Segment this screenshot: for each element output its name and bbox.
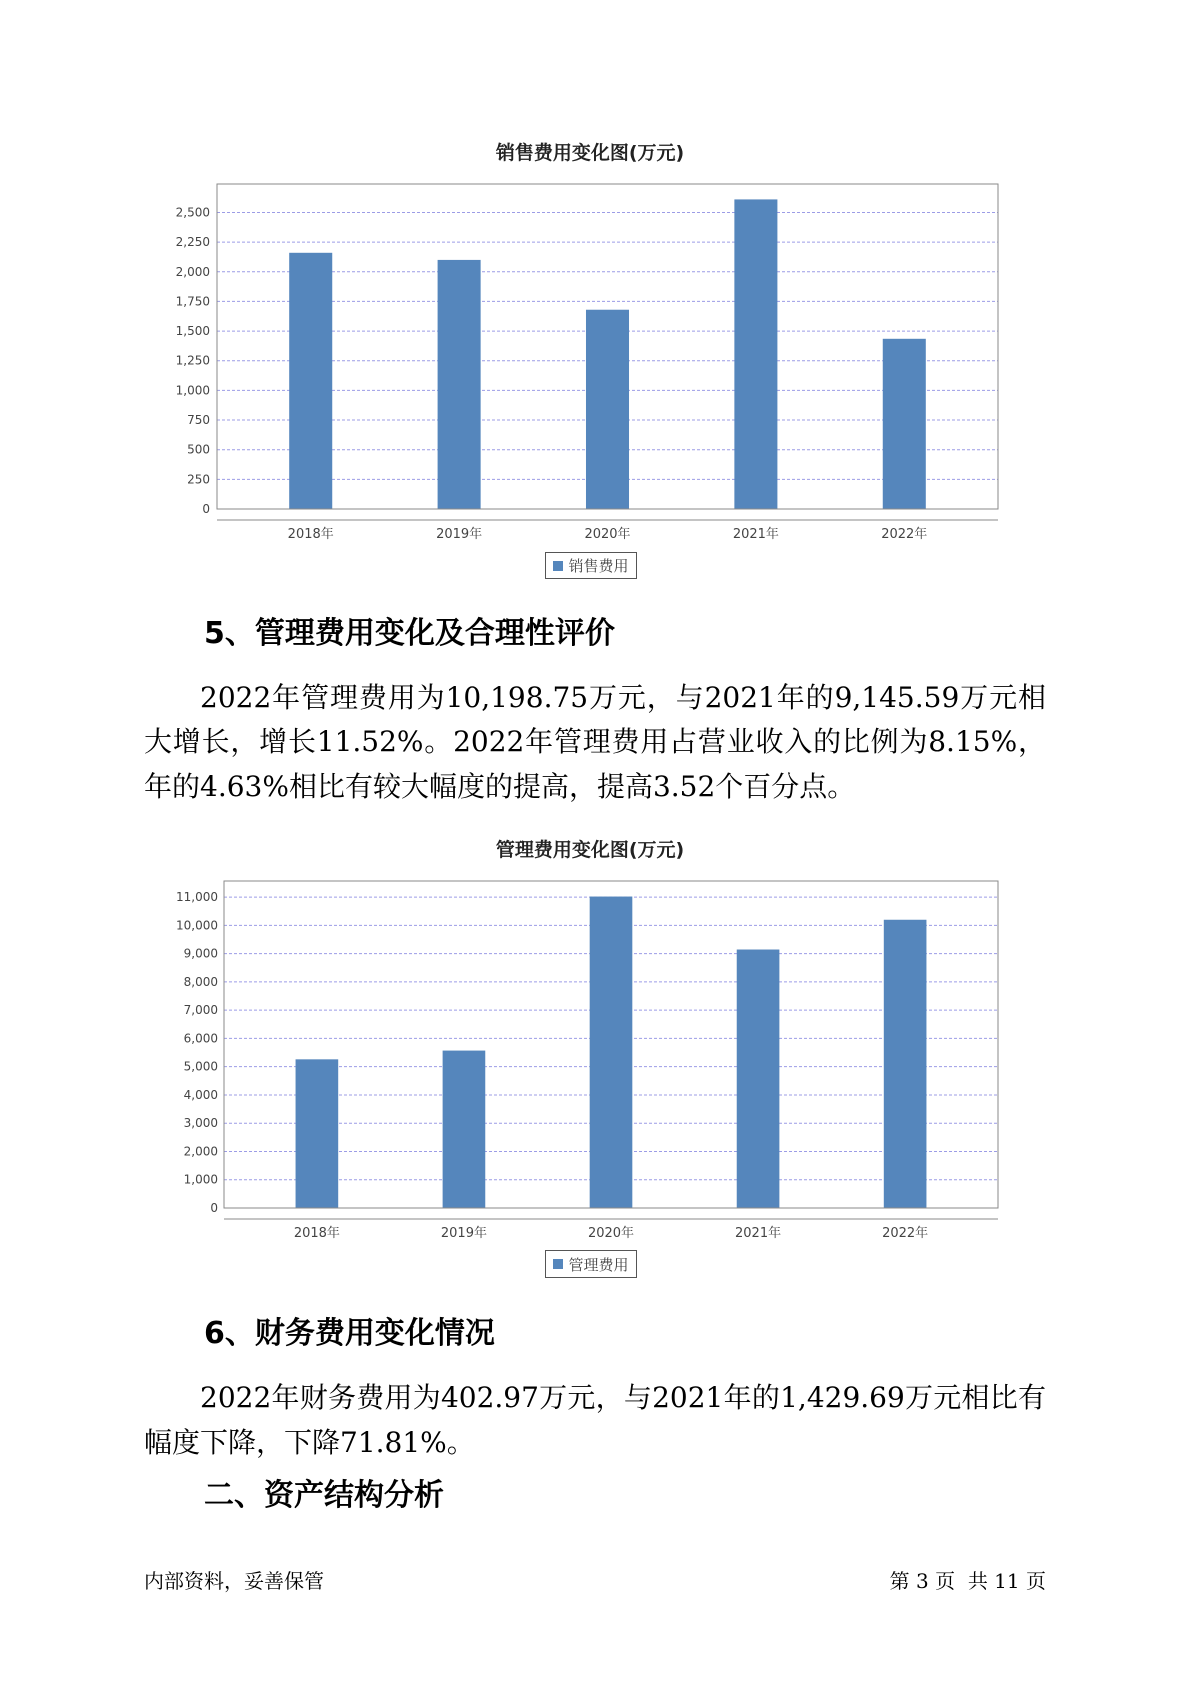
- y-tick-label: 1,750: [175, 294, 210, 309]
- paragraph-line: 幅度下降，下降71.81%。: [144, 1426, 475, 1459]
- x-tick-label: 2021年: [735, 1226, 782, 1241]
- bar-2020: [590, 897, 633, 1208]
- x-tick-label: 2022年: [882, 1226, 929, 1241]
- bar-2021: [737, 950, 780, 1208]
- management-expense-bar-plot: [150, 872, 1010, 1244]
- legend-label: 销售费用: [568, 557, 629, 575]
- y-tick-label: 4,000: [183, 1087, 218, 1102]
- y-tick-label: 8,000: [183, 974, 218, 989]
- footer-page-number: 第 3 页 共 11 页: [889, 1569, 1046, 1593]
- bar-2022: [883, 339, 926, 509]
- legend-swatch: [553, 1259, 563, 1269]
- section-heading-asset-structure: 二、资产结构分析: [204, 1478, 444, 1513]
- chart-legend: [545, 1250, 637, 1278]
- legend-swatch: [553, 561, 563, 571]
- y-tick-label: 1,250: [175, 353, 210, 368]
- y-tick-label: 9,000: [183, 946, 218, 961]
- paragraph-line: 大增长，增长11.52%。2022年管理费用占营业收入的比例为8.15%，: [144, 725, 1046, 758]
- bar-2018: [296, 1059, 339, 1208]
- chart-legend: [545, 552, 637, 579]
- section-heading-financial-expense: 6、财务费用变化情况: [204, 1316, 495, 1351]
- section-heading-management-expense: 5、管理费用变化及合理性评价: [204, 616, 615, 651]
- x-tick-label: 2019年: [436, 527, 483, 542]
- y-tick-label: 2,500: [175, 205, 210, 220]
- paragraph-line: 年的4.63%相比有较大幅度的提高，提高3.52个百分点。: [144, 770, 856, 803]
- x-tick-label: 2018年: [293, 1226, 340, 1241]
- y-tick-label: 10,000: [176, 918, 218, 933]
- y-tick-label: 7,000: [183, 1003, 218, 1018]
- y-tick-label: 3,000: [183, 1116, 218, 1131]
- paragraph-line: 2022年财务费用为402.97万元，与2021年的1,429.69万元相比有: [200, 1381, 1046, 1414]
- x-tick-label: 2020年: [584, 527, 631, 542]
- x-tick-label: 2019年: [440, 1226, 487, 1241]
- y-tick-label: 1,000: [183, 1172, 218, 1187]
- y-tick-label: 6,000: [183, 1031, 218, 1046]
- y-tick-label: 1,000: [175, 383, 210, 398]
- bar-2019: [438, 260, 481, 509]
- bar-2018: [289, 253, 332, 509]
- y-tick-label: 2,000: [175, 264, 210, 279]
- sales-expense-chart: [144, 130, 1047, 590]
- management-expense-chart: [144, 827, 1047, 1287]
- y-tick-label: 750: [187, 413, 210, 428]
- y-tick-label: 2,250: [175, 235, 210, 250]
- footer-confidential-note: 内部资料，妥善保管: [144, 1569, 324, 1593]
- chart-title: 销售费用变化图(万元): [495, 142, 685, 164]
- bar-2019: [443, 1051, 486, 1208]
- bar-2022: [884, 920, 927, 1208]
- y-tick-label: 2,000: [183, 1144, 218, 1159]
- x-tick-label: 2018年: [287, 527, 334, 542]
- paragraph-line: 2022年管理费用为10,198.75万元，与2021年的9,145.59万元相: [200, 681, 1046, 714]
- bar-2020: [586, 310, 629, 509]
- y-tick-label: 11,000: [176, 890, 218, 905]
- x-tick-label: 2020年: [587, 1226, 635, 1241]
- y-tick-label: 1,500: [175, 324, 210, 339]
- y-tick-label: 0: [202, 502, 210, 516]
- y-tick-label: 500: [187, 442, 210, 457]
- y-tick-label: 0: [210, 1201, 218, 1215]
- y-tick-label: 5,000: [183, 1059, 218, 1074]
- x-tick-label: 2022年: [881, 527, 928, 542]
- y-tick-label: 250: [187, 472, 210, 487]
- bar-2021: [734, 199, 777, 509]
- chart-title: 管理费用变化图(万元): [495, 839, 685, 861]
- sales-expense-bar-plot: [150, 175, 1010, 547]
- legend-label: 管理费用: [568, 1255, 629, 1274]
- x-tick-label: 2021年: [732, 527, 779, 542]
